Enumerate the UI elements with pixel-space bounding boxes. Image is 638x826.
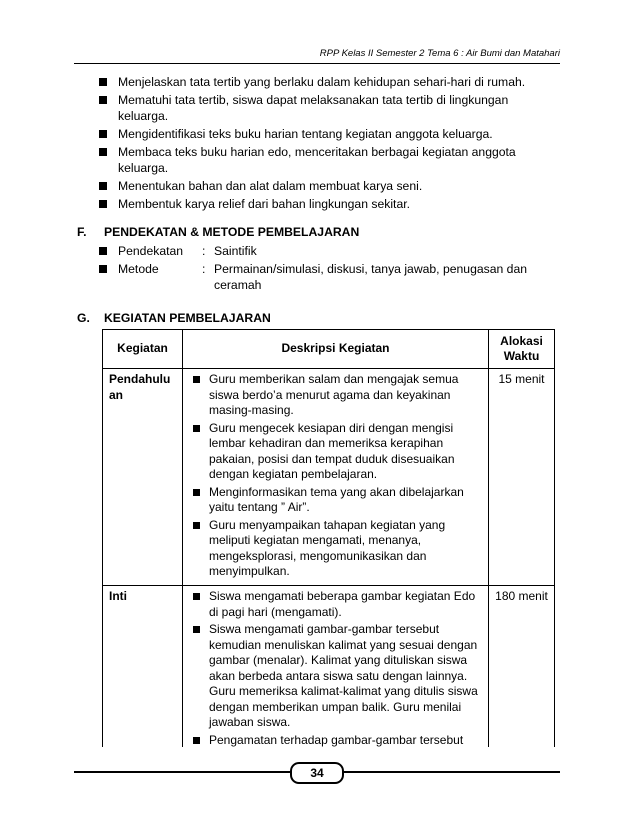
header-alokasi: Alokasi Waktu <box>489 330 555 369</box>
activity-description <box>183 369 489 586</box>
list-item: Siswa mengamati beberapa gambar kegiatan Edo di pagi hari (mengamati). <box>189 589 482 620</box>
list-item: Membaca teks buku harian edo, menceritakan berbagai kegiatan anggota keluarga. <box>99 144 559 176</box>
page-number: 34 <box>290 762 344 784</box>
method-colon: : <box>202 262 206 276</box>
list-item: Mengidentifikasi teks buku harian tentang kegiatan anggota keluarga. <box>99 126 559 142</box>
method-label: Metode <box>118 262 159 276</box>
list-item: Guru mengecek kesiapan diri dengan mengisi lembar kehadiran dan memeriksa kerapihan pakaian, posisi dan tempat duduk disesuaikan dengan kegiatan pembelajaran. <box>189 421 482 483</box>
list-item: Guru memberikan salam dan mengajak semua siswa berdo’a menurut agama dan keyakinan masing-masing. <box>189 372 482 419</box>
square-bullet-icon <box>193 425 200 432</box>
section-title: PENDEKATAN & METODE PEMBELAJARAN <box>104 225 360 239</box>
header-deskripsi: Deskripsi Kegiatan <box>183 330 489 369</box>
section-title: KEGIATAN PEMBELAJARAN <box>104 311 271 325</box>
list-item: Pengamatan terhadap gambar-gambar tersebut <box>189 733 482 748</box>
list-item: Guru menyampaikan tahapan kegiatan yang meliputi kegiatan mengamati, menanya, mengeksplorasi, mengomunikasikan dan menyimpulkan. <box>189 518 482 580</box>
approach-colon: : <box>202 244 206 258</box>
section-letter: G. <box>77 311 90 325</box>
list-item: Menginformasikan tema yang akan dibelajarkan yaitu tentang ” Air”. <box>189 485 482 516</box>
activities-table <box>102 329 555 747</box>
activity-name: Pendahuluan <box>103 369 183 586</box>
square-bullet-icon <box>193 593 200 600</box>
approach-label: Pendekatan <box>118 244 184 258</box>
table-row <box>103 586 555 748</box>
list-item: Membentuk karya relief dari bahan lingkungan sekitar. <box>99 196 559 212</box>
approach-value: Saintifik <box>214 244 257 258</box>
list-item: Menentukan bahan dan alat dalam membuat karya seni. <box>99 178 559 194</box>
time-allocation: 15 menit <box>489 369 555 586</box>
table-row <box>103 369 555 586</box>
method-value: Permainan/simulasi, diskusi, tanya jawab, penugasan dan ceramah <box>214 262 527 292</box>
list-item: Menjelaskan tata tertib yang berlaku dalam kehidupan sehari-hari di rumah. <box>99 74 559 90</box>
square-bullet-icon <box>193 376 200 383</box>
list-item: Mematuhi tata tertib, siswa dapat melaksanakan tata tertib di lingkungan keluarga. <box>99 92 559 124</box>
section-letter: F. <box>77 225 87 239</box>
time-allocation: 180 menit <box>489 586 555 748</box>
activity-name: Inti <box>103 586 183 748</box>
list-item: Siswa mengamati gambar-gambar tersebut kemudian menuliskan kalimat yang sesuai dengan gambar (menalar). Kalimat yang dituliskan siswa akan berbeda antara siswa satu dengan lainnya. Guru memeriksa kalimat-kalimat yang ditulis siswa dengan memberikan umpan balik. Guru menilai jawaban siswa. <box>189 622 482 731</box>
running-header: RPP Kelas II Semester 2 Tema 6 : Air Bumi dan Matahari <box>319 48 560 59</box>
square-bullet-icon <box>193 522 200 529</box>
square-bullet-icon <box>193 626 200 633</box>
square-bullet-icon <box>193 489 200 496</box>
square-bullet-icon <box>193 737 200 744</box>
header-kegiatan: Kegiatan <box>103 330 183 369</box>
table-header-row <box>103 330 555 369</box>
activity-description <box>183 586 489 748</box>
